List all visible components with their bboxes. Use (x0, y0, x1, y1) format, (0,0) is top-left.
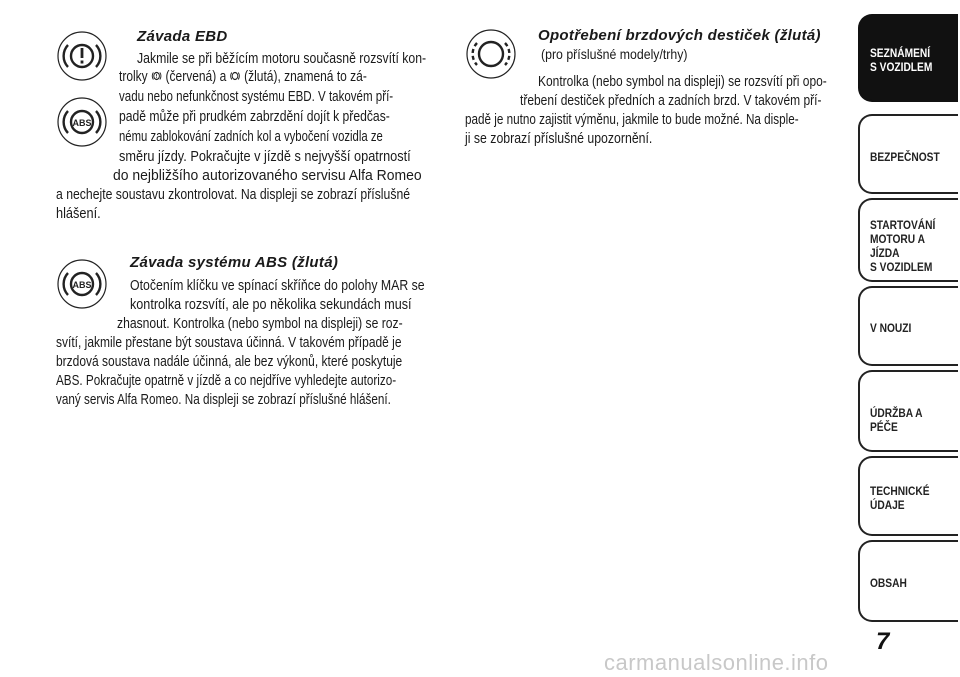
tab-obsah-label: OBSAH (870, 576, 907, 590)
ebd-line-6: směru jízdy. Pokračujte v jízdě s nejvyšší opatrností (119, 148, 411, 165)
tab-udrzba-label: ÚDRŽBA A PÉČE (870, 406, 923, 434)
tab-technicke-udaje-label: TECHNICKÉ ÚDAJE (870, 484, 930, 512)
ebd-line-2 (119, 68, 367, 86)
abs-line-5: brzdová soustava nadále účinná, ale bez výkonů, které poskytuje (56, 353, 403, 370)
tab-v-nouzi[interactable] (858, 286, 958, 366)
tab-seznameni-label: SEZNÁMENÍ S VOZIDLEM (870, 46, 933, 74)
brake-pad-wear-icon (465, 28, 517, 80)
watermark: carmanualsonline.info (604, 650, 829, 675)
pads-subheading: (pro příslušné modely/trhy) (541, 46, 688, 62)
pads-line-1: Kontrolka (nebo symbol na displeji) se rozsvítí při opo- (538, 73, 827, 90)
ebd-line-7: do nejbližšího autorizovaného servisu Alfa Romeo (113, 167, 422, 184)
abs-warning-icon (56, 96, 108, 148)
pads-line-4: ji se zobrazí příslušné upozornění. (465, 130, 653, 147)
abs-line-1: Otočením klíčku ve spínací skříňce do polohy MAR se (130, 277, 425, 294)
svg-text:ABS: ABS (72, 118, 92, 128)
page-number: 7 (876, 628, 890, 655)
tab-udrzba[interactable] (858, 370, 958, 452)
abs-line-3: zhasnout. Kontrolka (nebo symbol na displeji) se roz- (117, 315, 403, 332)
abs-line-2: kontrolka rozsvítí, ale po několika sekundách musí (130, 296, 412, 313)
ebd-line-3: vadu nebo nefunkčnost systému EBD. V takovém pří- (119, 88, 394, 105)
abs-line-6: ABS. Pokračujte opatrně v jízdě a co nejdříve vyhledejte autorizo- (56, 372, 397, 389)
tab-startovani-label: STARTOVÁNÍ MOTORU A JÍZDA S VOZIDLEM (870, 218, 936, 274)
ebd-line-1: Jakmile se při běžícím motoru současně rozsvítí kon- (137, 50, 427, 67)
pads-heading: Opotřebení brzdových destiček (žlutá) (538, 27, 821, 44)
svg-text:ABS: ABS (72, 280, 92, 290)
abs-warning-icon-2 (56, 258, 108, 310)
ebd-line-8: a nechejte soustavu zkontrolovat. Na displeji se zobrazí příslušné (56, 186, 411, 203)
tab-seznameni[interactable] (858, 14, 958, 102)
abs-line-7: vaný servis Alfa Romeo. Na displeji se zobrazí příslušné hlášení. (56, 391, 391, 408)
tab-startovani[interactable] (858, 198, 958, 282)
ebd-line-2-c: (žlutá), znamená to zá- (240, 68, 367, 85)
tab-technicke-udaje[interactable] (858, 456, 958, 536)
brake-inline-icon (151, 69, 162, 83)
pads-line-3: padě je nutno zajistit výměnu, jakmile to bude možné. Na disple- (465, 111, 799, 128)
abs-inline-icon (230, 69, 241, 83)
abs-line-4: svítí, jakmile přestane být soustava účinná. V takovém případě je (56, 334, 402, 351)
tab-obsah[interactable] (858, 540, 958, 622)
ebd-line-9: hlášení. (56, 205, 101, 222)
pads-line-2: třebení destiček předních a zadních brzd. V takovém pří- (520, 92, 822, 109)
tab-bezpecnost[interactable] (858, 114, 958, 194)
brake-warning-icon (56, 30, 108, 82)
ebd-line-2-b: (červená) a (162, 68, 230, 85)
ebd-line-5: nému zablokování zadních kol a vybočení vozidla ze (119, 128, 383, 145)
ebd-heading: Závada EBD (137, 28, 228, 45)
tab-v-nouzi-label: V NOUZI (870, 321, 912, 335)
ebd-line-4: padě může při prudkém zabrzdění dojít k předčas- (119, 108, 390, 125)
abs-heading: Závada systému ABS (žlutá) (130, 254, 339, 271)
tab-bezpecnost-label: BEZPEČNOST (870, 150, 940, 164)
ebd-line-2-a: trolky (119, 68, 152, 85)
chapter-tabs (858, 0, 960, 677)
